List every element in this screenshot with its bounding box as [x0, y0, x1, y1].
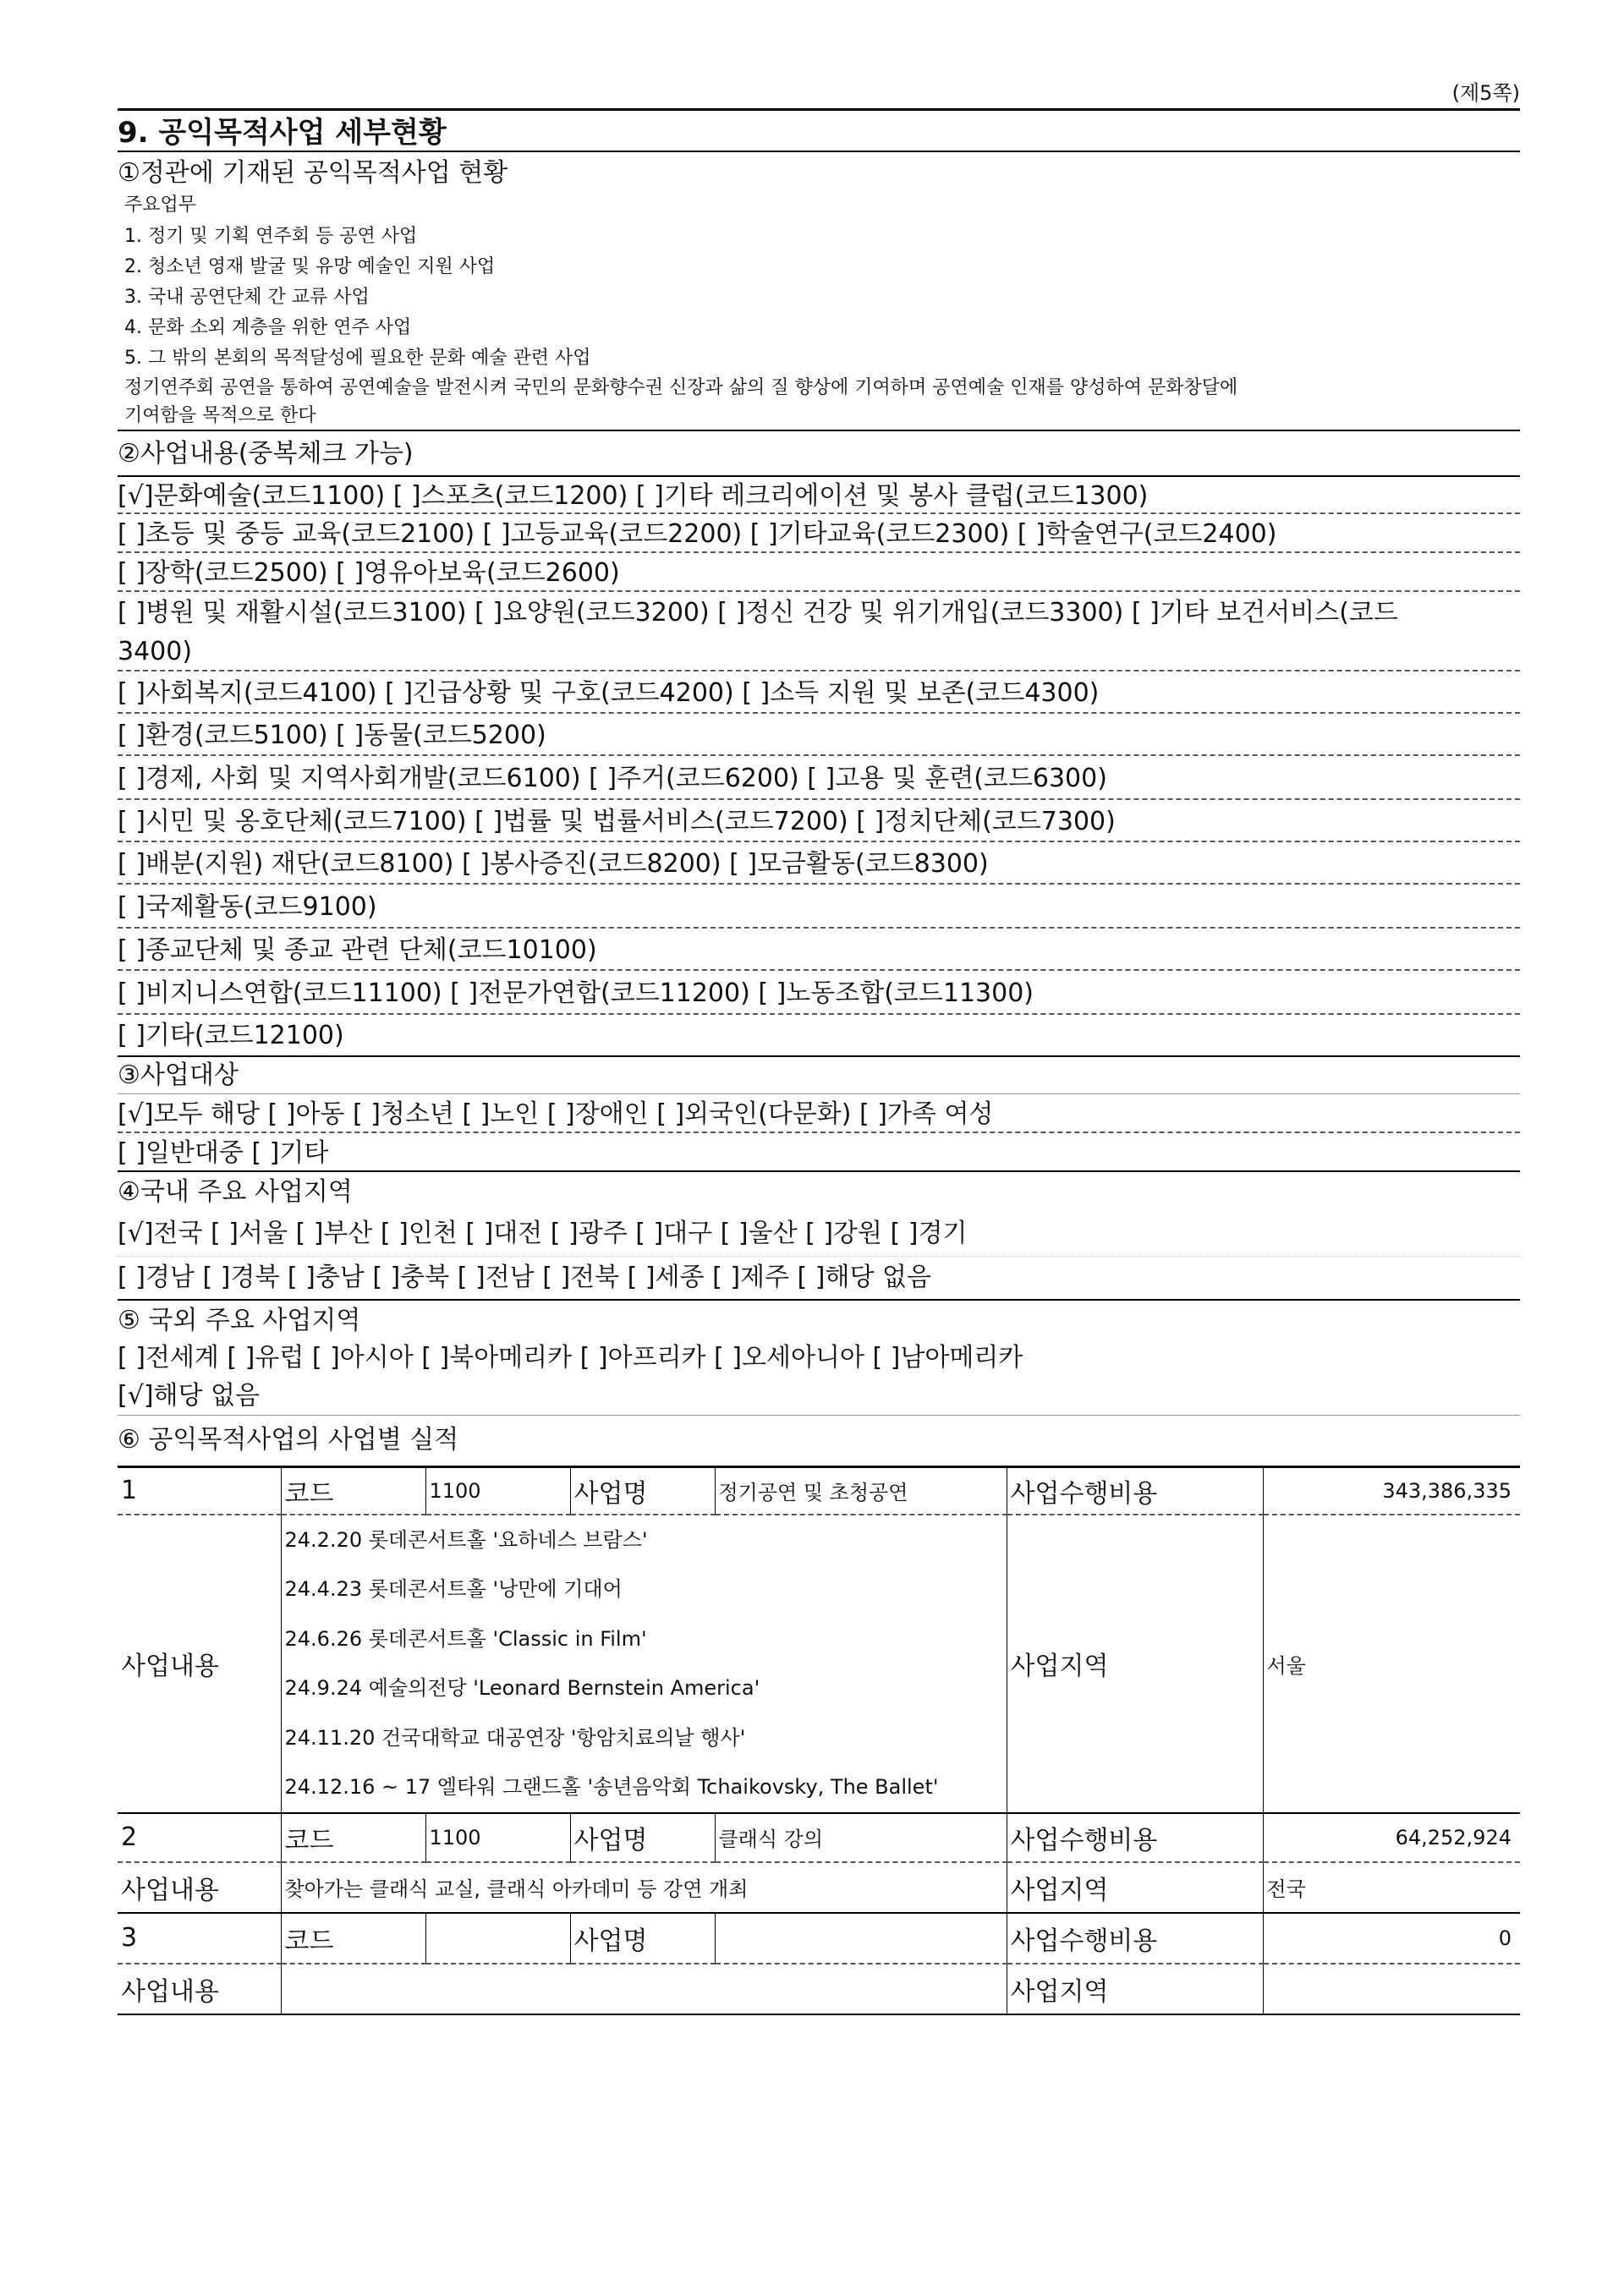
- business-code-line: [ ]국제활동(코드9100): [118, 886, 1520, 929]
- region-label: 사업지역: [1007, 1862, 1263, 1913]
- project-number: 1: [118, 1467, 281, 1515]
- name-label: 사업명: [570, 1467, 715, 1515]
- content-item: 24.9.24 예술의전당 'Leonard Bernstein America': [284, 1676, 760, 1700]
- region-label: 사업지역: [1007, 1964, 1263, 2014]
- section1-item: 2. 청소년 영재 발굴 및 유망 예술인 지원 사업: [124, 256, 496, 277]
- region-value: 서울: [1263, 1515, 1520, 1813]
- content-item: 24.4.23 롯데콘서트홀 '낭만에 기대어: [284, 1577, 623, 1601]
- domestic-region-line: [√]전국 [ ]서울 [ ]부산 [ ]인천 [ ]대전 [ ]광주 [ ]대구 [ ]울산 [ ]강원 [ ]경기: [118, 1211, 1520, 1257]
- section3-heading: ③사업대상: [118, 1057, 1520, 1094]
- performance-table: [118, 1466, 1520, 2015]
- section1-purpose: 기여함을 목적으로 한다: [118, 403, 1520, 431]
- cost-label: 사업수행비용: [1007, 1467, 1263, 1515]
- content-label: 사업내용: [118, 1964, 281, 2014]
- section5-heading: ⑤ 국외 주요 사업지역: [118, 1306, 361, 1335]
- region-value: 전국: [1263, 1862, 1520, 1913]
- cost-label: 사업수행비용: [1007, 1913, 1263, 1964]
- project-number: 2: [118, 1813, 281, 1862]
- section6-heading: ⑥ 공익목적사업의 사업별 실적: [118, 1425, 459, 1455]
- code-value: [425, 1913, 570, 1964]
- content-item: 24.6.26 롯데콘서트홀 'Classic in Film': [284, 1626, 647, 1651]
- region-label: 사업지역: [1007, 1515, 1263, 1813]
- name-label: 사업명: [570, 1913, 715, 1964]
- content-item: 24.2.20 롯데콘서트홀 '요하네스 브람스': [284, 1527, 648, 1552]
- target-line: [ ]일반대중 [ ]기타: [118, 1135, 1520, 1172]
- name-value: [715, 1913, 1007, 1964]
- section4-heading: ④국내 주요 사업지역: [118, 1177, 353, 1207]
- domestic-region-line: [ ]경남 [ ]경북 [ ]충남 [ ]충북 [ ]전남 [ ]전북 [ ]세종 [ ]제주 [ ]해당 없음: [118, 1257, 1520, 1301]
- target-line: [√]모두 해당 [ ]아동 [ ]청소년 [ ]노인 [ ]장애인 [ ]외국인(다문화) [ ]가족 여성: [118, 1096, 1520, 1133]
- cost-label: 사업수행비용: [1007, 1813, 1263, 1862]
- project-content-row: [118, 1515, 1520, 1813]
- cost-value: 0: [1263, 1913, 1520, 1964]
- content-item: 24.12.16 ~ 17 엘타워 그랜드홀 '송년음악회 Tchaikovsky, The Ballet': [284, 1775, 939, 1799]
- project-content-row: [118, 1862, 1520, 1913]
- project-number: 3: [118, 1913, 281, 1964]
- section1-item: 4. 문화 소외 계층을 위한 연주 사업: [124, 317, 412, 338]
- content-label: 사업내용: [118, 1515, 281, 1813]
- name-value: 클래식 강의: [715, 1813, 1007, 1862]
- business-code-line: [ ]비지니스연합(코드11100) [ ]전문가연합(코드11200) [ ]노동조합(코드11300): [118, 973, 1520, 1015]
- section1-subheading: 주요업무: [124, 195, 197, 216]
- business-code-line: [ ]초등 및 중등 교육(코드2100) [ ]고등교육(코드2200) [ ]기타교육(코드2300) [ ]학술연구(코드2400): [118, 516, 1520, 553]
- section1-item: 5. 그 밖의 본회의 목적달성에 필요한 문화 예술 관련 사업: [124, 348, 591, 369]
- project-content-row: [118, 1964, 1520, 2014]
- business-code-line: [ ]사회복지(코드4100) [ ]긴급상황 및 구호(코드4200) [ ]소득 지원 및 보존(코드4300): [118, 673, 1520, 714]
- section-title: 9. 공익목적사업 세부현황: [118, 108, 1520, 152]
- content-item: 24.11.20 건국대학교 대공연장 '항암치료의날 행사': [284, 1725, 746, 1750]
- business-code-line: 3400): [118, 633, 1520, 671]
- business-code-line: [ ]병원 및 재활시설(코드3100) [ ]요양원(코드3200) [ ]정신 건강 및 위기개입(코드3300) [ ]기타 보건서비스(코드: [118, 598, 1398, 627]
- section1-purpose: 정기연주회 공연을 통하여 공연예술을 발전시켜 국민의 문화향수권 신장과 삶의 질 향상에 기여하며 공연예술 인재를 양성하여 문화창달에: [124, 377, 1238, 398]
- business-code-line: [ ]종교단체 및 종교 관련 단체(코드10100): [118, 930, 1520, 971]
- project-header-row: [118, 1813, 1520, 1862]
- content-label: 사업내용: [118, 1862, 281, 1913]
- name-value: 정기공연 및 초청공연: [715, 1467, 1007, 1515]
- cost-value: 64,252,924: [1263, 1813, 1520, 1862]
- business-code-line: [ ]기타(코드12100): [118, 1016, 1520, 1057]
- project-header-row: [118, 1913, 1520, 1964]
- section1-heading: ①정관에 기재된 공익목적사업 현황: [118, 158, 508, 188]
- region-value: [1263, 1964, 1520, 2014]
- code-label: 코드: [281, 1813, 425, 1862]
- content-value: 찾아가는 클래식 교실, 클래식 아카데미 등 강연 개최: [281, 1862, 1007, 1913]
- section2-heading: ②사업내용(중복체크 가능): [118, 433, 1520, 477]
- cost-value: 343,386,335: [1263, 1467, 1520, 1515]
- section1-item: 3. 국내 공연단체 간 교류 사업: [124, 287, 370, 308]
- overseas-region-line: [ ]전세계 [ ]유럽 [ ]아시아 [ ]북아메리카 [ ]아프리카 [ ]오세아니아 [ ]남아메리카: [118, 1343, 1023, 1373]
- business-code-line: [ ]경제, 사회 및 지역사회개발(코드6100) [ ]주거(코드6200) [ ]고용 및 훈련(코드6300): [118, 758, 1520, 800]
- code-value: 1100: [425, 1467, 570, 1515]
- name-label: 사업명: [570, 1813, 715, 1862]
- content-value: [281, 1964, 1007, 2014]
- code-value: 1100: [425, 1813, 570, 1862]
- project-header-row: [118, 1467, 1520, 1515]
- business-code-line: [√]문화예술(코드1100) [ ]스포츠(코드1200) [ ]기타 레크리에이션 및 봉사 클럽(코드1300): [118, 479, 1520, 514]
- code-label: 코드: [281, 1913, 425, 1964]
- business-code-line: [ ]배분(지원) 재단(코드8100) [ ]봉사증진(코드8200) [ ]모금활동(코드8300): [118, 844, 1520, 885]
- business-code-line: [ ]환경(코드5100) [ ]동물(코드5200): [118, 715, 1520, 756]
- code-label: 코드: [281, 1467, 425, 1515]
- business-code-line: [ ]시민 및 옹호단체(코드7100) [ ]법률 및 법률서비스(코드7200) [ ]정치단체(코드7300): [118, 802, 1520, 842]
- business-code-line: [ ]장학(코드2500) [ ]영유아보육(코드2600): [118, 555, 1520, 592]
- overseas-region-line: [√]해당 없음: [118, 1377, 1520, 1416]
- page-number: (제5쪽): [1451, 81, 1520, 105]
- section1-item: 1. 정기 및 기획 연주회 등 공연 사업: [124, 226, 418, 247]
- content-list: [281, 1515, 1007, 1813]
